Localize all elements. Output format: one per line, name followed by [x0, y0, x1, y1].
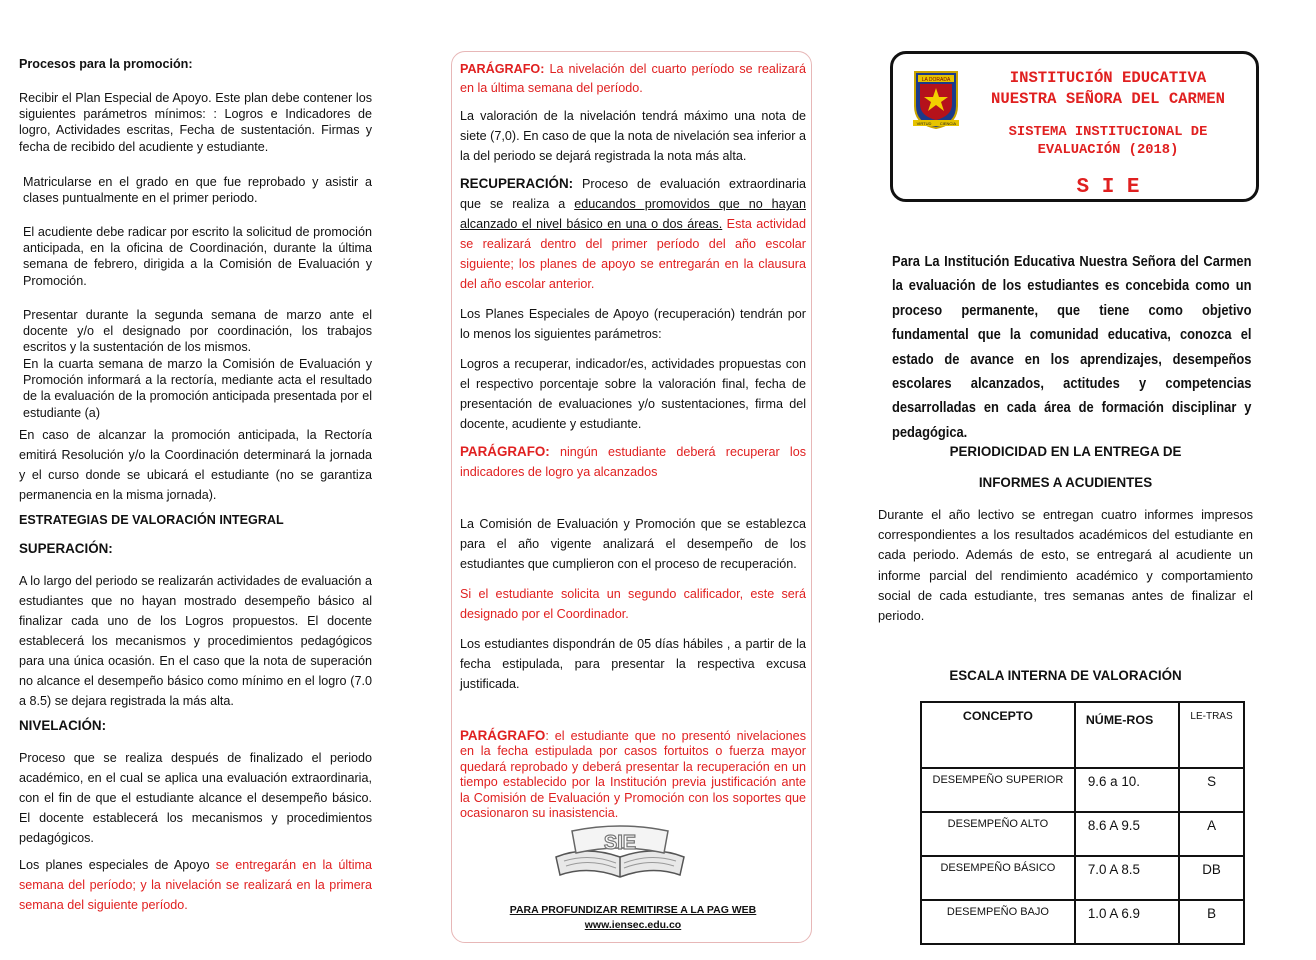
paragraph-recuperacion — [460, 174, 806, 294]
table-row — [921, 812, 1244, 856]
cell-letras: S — [1179, 768, 1244, 812]
table-row — [921, 856, 1244, 900]
paragraph-comision: La Comisión de Evaluación y Promoción que se establezca para el año vigente analizará el desempeño de los estudiantes que cumplieron con el proceso de recuperación. — [460, 517, 806, 571]
system-line-2: EVALUACIÓN (2018) — [1037, 143, 1179, 158]
valoracion-table — [920, 701, 1245, 945]
paragrafo-text: La nivelación del cuarto período se realizará en la última semana del período. — [460, 62, 806, 95]
paragraph-paragrafo-3 — [460, 728, 806, 821]
cell-numeros: 1.0 A 6.9 — [1075, 900, 1179, 944]
crest-right-text: CIENCIA — [939, 121, 957, 126]
paragraph-logros: Logros a recuperar, indicador/es, actividades propuestas con el respectivo porcentaje sobre la valoración final, fecha de presentación de evaluaciones y/o sustentaciones, firma del docente, acudiente y estudiante. — [460, 357, 806, 431]
institution-line-2: NUESTRA SEÑORA DEL CARMEN — [991, 90, 1225, 108]
cell-letras: A — [1179, 812, 1244, 856]
heading-estrategias: ESTRATEGIAS DE VALORACIÓN INTEGRAL — [19, 513, 284, 527]
recuperacion-underlined: educandos promovidos que no hayan alcanzado el nivel básico en una o dos áreas. — [460, 197, 806, 231]
crest-left-text: VIRTUD — [916, 121, 932, 126]
paragrafo2-label: PARÁGRAFO: — [460, 444, 550, 459]
heading-escala: ESCALA INTERNA DE VALORACIÓN — [949, 668, 1182, 683]
school-crest-icon — [913, 70, 959, 130]
cell-letras: DB — [1179, 856, 1244, 900]
recuperacion-red-text: Esta actividad se realizará dentro del primer período del año escolar siguiente; los planes de apoyo se entregarán en la clausura del año escolar anterior. — [460, 217, 806, 291]
open-book-icon — [552, 823, 688, 885]
cell-concepto: DESEMPEÑO BÁSICO — [921, 856, 1075, 900]
paragrafo2-text: ningún estudiante deberá recuperar los indicadores de logro ya alcanzados — [460, 445, 806, 479]
paragraph-valoracion: La valoración de la nivelación tendrá máximo una nota de siete (7,0). En caso de que la nota de nivelación sea inferior a la del periodo se dejará registrada la nota más alta. — [460, 109, 806, 163]
cell-concepto: DESEMPEÑO SUPERIOR — [921, 768, 1075, 812]
crest-top-text: LA DORADA — [921, 77, 951, 83]
heading-promocion: Procesos para la promoción: — [19, 57, 193, 71]
column-middle-panel — [451, 51, 812, 943]
cell-concepto: DESEMPEÑO ALTO — [921, 812, 1075, 856]
paragraph-caso-alcanzar: En caso de alcanzar la promoción anticipada, la Rectoría emitirá Resolución y/o la Coordinación determinará la jornada y el curso donde se ubicará el estudiante (no se garantiza permanencia en la misma jornada). — [19, 428, 372, 502]
title-box — [890, 51, 1259, 202]
header-concepto: CONCEPTO — [921, 702, 1075, 768]
system-line-1: SISTEMA INSTITUCIONAL DE — [1008, 125, 1208, 140]
paragraph-segundo-calificador: Si el estudiante solicita un segundo calificador, este será designado por el Coordinador. — [460, 587, 806, 621]
header-letras: LE-TRAS — [1179, 702, 1244, 768]
planes-red-text: se entregarán en la última semana del período; y la nivelación se realizará en la primera semana del siguiente período. — [19, 858, 372, 912]
table-header-row — [921, 702, 1244, 768]
paragraph-superacion: A lo largo del periodo se realizarán actividades de evaluación a estudiantes que no hayan mostrado desempeño básico al finalizar cada uno de los Logros propuestos. El docente establecerá los mecanismos y procedimientos pedagógicos para una única ocasión. En el caso que la nota de superación no alcance el desempeño básico como mínimo en el logro (7.0 a 8.5) se dejara registrada la más alta. — [19, 574, 372, 708]
paragraph-cuarta-semana: En la cuarta semana de marzo la Comisión de Evaluación y Promoción informará a la rectoría, mediante acta el resultado de la evaluación de la promoción anticipada presentada por el estudiante (a) — [23, 357, 372, 420]
book-label: SIE — [603, 832, 637, 854]
heading-periodicidad-1: PERIODICIDAD EN LA ENTREGA DE — [949, 444, 1182, 459]
institution-line-1: INSTITUCIÓN EDUCATIVA — [1009, 69, 1207, 87]
table-row — [921, 900, 1244, 944]
footer-remitirse: PARA PROFUNDIZAR REMITIRSE A LA PAG WEB — [509, 904, 757, 916]
paragraph-matricularse: Matricularse en el grado en que fue reprobado y asistir a clases puntualmente en el primer periodo. — [23, 175, 372, 206]
system-name — [963, 124, 1253, 160]
heading-periodicidad-2: INFORMES A ACUDIENTES — [978, 475, 1153, 490]
header-numeros: NÚME-ROS — [1075, 702, 1179, 768]
paragrafo-label: PARÁGRAFO: — [460, 62, 545, 76]
column-middle-content — [460, 60, 807, 931]
paragraph-acudiente: El acudiente debe radicar por escrito la solicitud de promoción anticipada, en la oficina de Coordinación, durante la última semana de febrero, dirigida a la Comisión de Evaluación y Promoción. — [23, 225, 372, 288]
recuperacion-text: Proceso de evaluación extraordinaria que se realiza a — [460, 177, 807, 211]
paragraph-planes-especiales — [19, 855, 372, 915]
cell-concepto: DESEMPEÑO BAJO — [921, 900, 1075, 944]
book-illustration — [552, 823, 688, 891]
recuperacion-label: RECUPERACIÓN: — [460, 176, 574, 191]
heading-superacion: SUPERACIÓN: — [19, 541, 113, 556]
paragrafo3-label: PARÁGRAFO — [460, 728, 546, 743]
paragraph-dias-habiles: Los estudiantes dispondrán de 05 días hábiles , a partir de la fecha estipulada, para presentar la respectiva excusa justificada. — [460, 637, 806, 691]
cell-letras: B — [1179, 900, 1244, 944]
paragraph-planes: Los Planes Especiales de Apoyo (recuperación) tendrán por lo menos los siguientes parámetros: — [460, 307, 806, 341]
planes-text: Los planes especiales de Apoyo — [19, 858, 210, 872]
paragrafo3-text: : el estudiante que no presentó nivelaciones en la fecha estipulada por casos fortuitos o fuerza mayor quedará reprobado y deberá presentar la recuperación en un tiempo establecido por la Institución previa justificación ante la Comisión de Evaluación y Promoción con los soportes que ocasionaron su inasistencia. — [460, 729, 806, 821]
paragraph-periodicidad: Durante el año lectivo se entregan cuatro informes impresos correspondientes a los resultados académicos del estudiante en cada periodo. Además de esto, se entregará al acudiente un informe parcial del rendimiento académico y comportamiento social de cada estudiante, tres semanas antes de finalizar el periodo. — [878, 507, 1253, 624]
footer-web-link[interactable]: www.iensec.edu.co — [584, 919, 682, 931]
cell-numeros: 8.6 A 9.5 — [1075, 812, 1179, 856]
cell-numeros: 7.0 A 8.5 — [1075, 856, 1179, 900]
heading-nivelacion: NIVELACIÓN: — [19, 718, 107, 733]
cell-numeros: 9.6 a 10. — [1075, 768, 1179, 812]
paragraph-paragrafo-2 — [460, 442, 806, 482]
paragraph-presentar: Presentar durante la segunda semana de marzo ante el docente y/o el designado por coordinación, los trabajos escritos y la sustentación de los mismos. — [23, 308, 372, 355]
sie-acronym: S I E — [1076, 176, 1140, 199]
institution-name — [963, 68, 1253, 110]
paragraph-nivelacion: Proceso que se realiza después de finalizado el periodo académico, en el cual se aplica una evaluación extraordinaria, con el fin de que el estudiante alcance el desempeño básico. El docente establecerá los mecanismos y procedimientos pedagógicos. — [19, 751, 372, 845]
paragraph-plan-apoyo: Recibir el Plan Especial de Apoyo. Este plan debe contener los siguientes parámetros mínimos: : Logros e Indicadores de logro, Actividades escritas, Fecha de sustentación. Firmas y fecha de recibido del acudiente y estudiante. — [19, 91, 372, 154]
paragraph-paragrafo-1 — [460, 60, 806, 98]
table-row — [921, 768, 1244, 812]
paragraph-intro: Para La Institución Educativa Nuestra Señora del Carmen la evaluación de los estudiantes es concebida como un proceso permanente, que tiene como objetivo fundamental que la comunidad educativa, conozca el estado de avance en los aprendizajes, desempeños escolares alcanzados, actitudes y competencias desarrolladas en cada área de formación disciplinar y pedagógica. — [892, 253, 1252, 441]
